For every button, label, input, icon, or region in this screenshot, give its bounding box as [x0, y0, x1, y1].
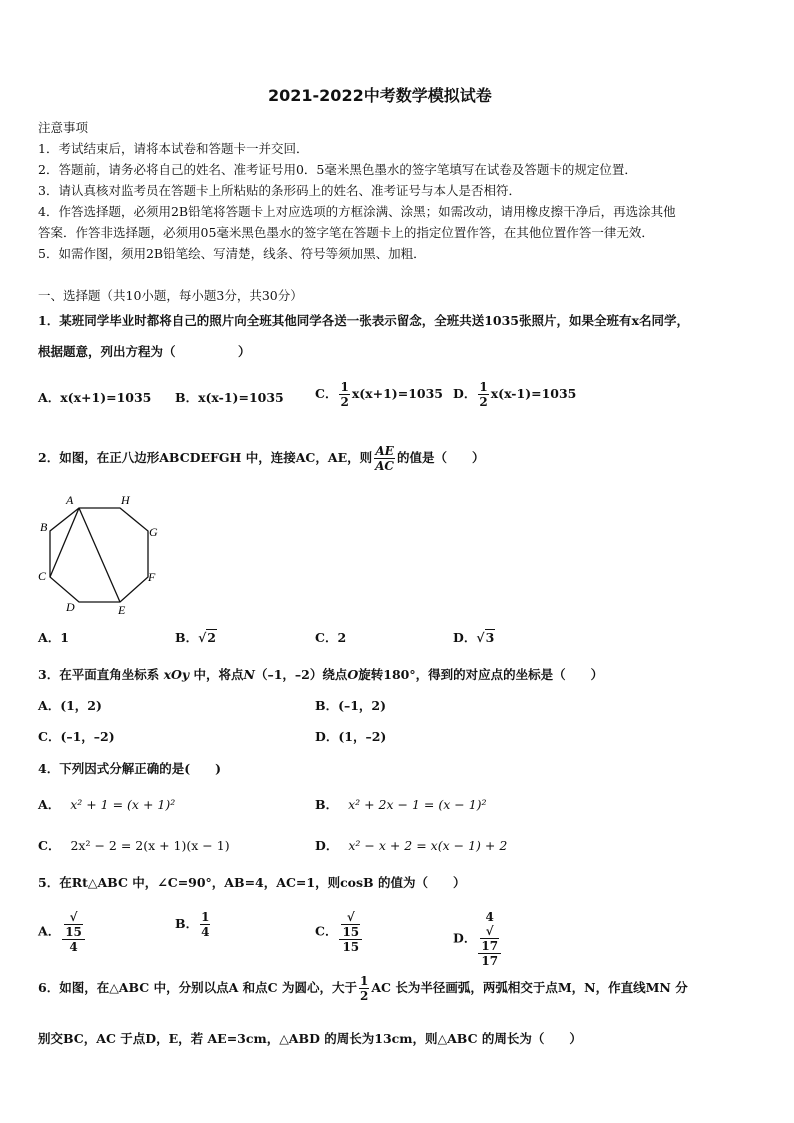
vertex-label: B	[40, 520, 48, 534]
section-heading: 一、选择题（共10小题，每小题3分，共30分）	[38, 288, 303, 303]
question-4-option-a: A． x² + 1 = (x + 1)²	[38, 797, 176, 812]
question-2-option-c: C．2	[315, 630, 347, 645]
vertex-label: G	[149, 525, 158, 539]
notice-heading: 注意事项	[38, 120, 89, 135]
question-4-option-c: C． 2x² − 2 = 2(x + 1)(x − 1)	[38, 838, 230, 853]
question-4-option-d: D． x² − x + 2 = x(x − 1) + 2	[315, 838, 508, 853]
question-6-stem-line2: 别交BC，AC 于点D，E，若 AE=3cm，△ABD 的周长为13cm，则△ABC 的周长为（ ）	[38, 1031, 582, 1046]
vertex-label: E	[118, 603, 126, 617]
question-2-option-d: D．√3	[453, 630, 495, 645]
page-title: 2021-2022中考数学模拟试卷	[268, 86, 492, 105]
notice-item: 2．答题前，请务必将自己的姓名、准考证号用0．5毫米黑色墨水的签字笔填写在试卷及答题卡的规定位置．	[38, 162, 637, 177]
question-2-option-b: B．√2	[175, 630, 216, 645]
question-3-option-c: C．(–1，–2)	[38, 729, 115, 744]
vertex-label: C	[38, 569, 47, 583]
vertex-label: F	[148, 570, 156, 584]
question-3-stem: 3．在平面直角坐标系 xOy 中，将点N（–1，–2）绕点O旋转180°，得到的对应点的坐标是（ ）	[38, 667, 604, 682]
question-3-option-a: A．(1，2)	[38, 698, 102, 713]
question-1-option-a: A．x(x+1)=1035	[38, 390, 152, 405]
question-5-option-d: D． 4 √ 17 17	[453, 910, 503, 968]
question-3-option-d: D．(1，–2)	[315, 729, 387, 744]
question-5-stem: 5．在Rt△ABC 中，∠C=90°，AB=4，AC=1，则cosB 的值为（ ）	[38, 875, 466, 890]
notice-item: 3．请认真核对监考员在答题卡上所粘贴的条形码上的姓名、准考证号与本人是否相符．	[38, 183, 521, 198]
notice-item: 4．作答选择题，必须用2B铅笔将答题卡上对应选项的方框涂满、涂黑；如需改动，请用橡皮擦干净后，再选涂其他	[38, 204, 676, 219]
question-4-option-b: B． x² + 2x − 1 = (x − 1)²	[315, 797, 487, 812]
question-1-option-b: B．x(x-1)=1035	[175, 390, 284, 405]
notice-item: 5．如需作图，须用2B铅笔绘、写清楚，线条、符号等须加黑、加粗．	[38, 246, 426, 261]
fraction: $\frac{1}{2}$	[359, 974, 369, 1003]
question-5-option-a: A． √ 15 4	[38, 910, 87, 954]
fraction: √ 15 4	[62, 910, 85, 954]
question-1-stem: 1．某班同学毕业时都将自己的照片向全班其他同学各送一张表示留念，全班共送1035张照片，如果全班有x名同学，	[38, 313, 689, 328]
question-6-stem: 6．如图，在△ABC 中，分别以点A 和点C 为圆心，大于 $\frac{1}{2}$ AC 长为半径画弧，两弧相交于点M，N，作直线MN 分	[38, 974, 688, 1003]
fraction: $\frac{1}{2}$	[340, 380, 349, 409]
question-1-stem-line2: 根据题意，列出方程为（ ）	[38, 344, 251, 359]
notice-item: 1．考试结束后，请将本试卷和答题卡一并交回．	[38, 141, 309, 156]
fraction: $\frac{1}{4}$	[201, 910, 210, 939]
question-3-option-b: B．(–1，2)	[315, 698, 387, 713]
question-5-option-b: B． $\frac{1}{4}$	[175, 910, 210, 939]
fraction: $\frac{1}{2}$	[479, 380, 488, 409]
question-5-option-c: C． √ 15 15	[315, 910, 364, 954]
question-1-option-d: D． $\frac{1}{2}$ x(x-1)=1035	[453, 380, 577, 409]
fraction: √ 15 15	[339, 910, 362, 954]
question-2-option-a: A．1	[38, 630, 69, 645]
notice-item: 答案．作答非选择题，必须用05毫米黑色墨水的签字笔在答题卡上的指定位置作答，在其他位置作答一律无效．	[38, 225, 654, 240]
fraction: 4 √ 17 17	[478, 910, 501, 968]
fraction: $\frac{AE}{AC}$	[375, 444, 394, 473]
vertex-label: A	[66, 493, 74, 507]
vertex-label: D	[66, 600, 75, 614]
question-1-option-c: C． $\frac{1}{2}$ x(x+1)=1035	[315, 380, 443, 409]
question-4-stem: 4．下列因式分解正确的是( )	[38, 761, 222, 776]
vertex-label: H	[121, 493, 130, 507]
question-2-stem: 2．如图，在正八边形ABCDEFGH 中，连接AC，AE，则 $\frac{AE}{AC}$ 的值是（ ）	[38, 444, 485, 473]
octagon-diagram	[30, 490, 170, 620]
